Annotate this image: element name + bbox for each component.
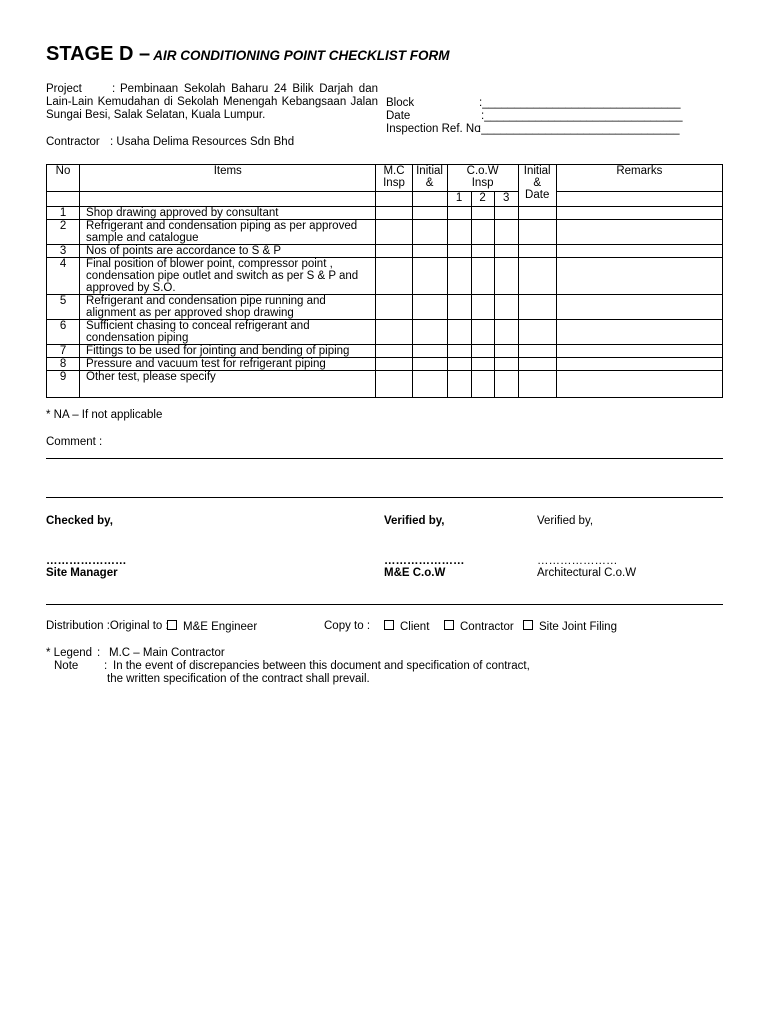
mc-insp-cell[interactable]	[376, 320, 412, 345]
cow-insp-1-cell[interactable]	[447, 345, 471, 358]
row-item: Fittings to be used for jointing and bending of piping	[80, 345, 376, 358]
cow-insp-3-cell[interactable]	[494, 258, 518, 295]
cow-insp-2-cell[interactable]	[471, 345, 494, 358]
cow-insp-1-header: 1	[447, 192, 471, 207]
initial-cell[interactable]	[412, 371, 447, 398]
site-joint-filing-option[interactable]	[523, 620, 617, 634]
cow-insp-1-cell[interactable]	[447, 295, 471, 320]
contractor-value: : Usaha Delima Resources Sdn Bhd	[110, 136, 295, 148]
row-number: 7	[47, 345, 80, 358]
row-item: Other test, please specify	[80, 371, 376, 398]
architectural-cow-label: Architectural C.o.W	[537, 567, 637, 579]
checklist-table	[46, 164, 723, 398]
project-value: Pembinaan Sekolah Baharu 24 Bilik Darjah dan Lain-Lain Kemudahan di Sekolah Menengah Kebangsaan Jalan Sungai Besi, Salak Selatan, Kuala Lumpur.	[46, 83, 378, 121]
legend-value: M.C – Main Contractor	[109, 647, 225, 659]
cow-insp-1-cell[interactable]	[447, 358, 471, 371]
verified-by-label-2: Verified by,	[537, 515, 594, 527]
col-initial-date-header	[518, 165, 556, 207]
initial-label: Initial	[416, 165, 443, 177]
initial-cell[interactable]	[412, 295, 447, 320]
table-row	[47, 207, 723, 220]
cow-insp-3-cell[interactable]	[494, 358, 518, 371]
initial-date-cell[interactable]	[518, 358, 556, 371]
cow-insp-3-cell[interactable]	[494, 345, 518, 358]
na-note: * NA – If not applicable	[46, 409, 163, 421]
cow-insp-3-cell[interactable]	[494, 245, 518, 258]
cow-insp-3-header: 3	[494, 192, 518, 207]
subheader-cell	[80, 192, 376, 207]
row-item: Nos of points are accordance to S & P	[80, 245, 376, 258]
remarks-cell[interactable]	[556, 207, 722, 220]
block-field[interactable]: :_______________________________	[479, 97, 681, 109]
table-row	[47, 371, 723, 398]
cow-insp-1-cell[interactable]	[447, 371, 471, 398]
date-label: Date	[386, 110, 411, 122]
cow-insp-1-cell[interactable]	[447, 207, 471, 220]
inspection-ref-field[interactable]: :_______________________________	[478, 123, 680, 135]
initial-date-cell[interactable]	[518, 220, 556, 245]
legend-label: * Legend	[46, 647, 93, 659]
initial-date-cell[interactable]	[518, 371, 556, 398]
row-number: 6	[47, 320, 80, 345]
row-number: 8	[47, 358, 80, 371]
subheader-cell	[412, 192, 447, 207]
mc-insp-cell[interactable]	[376, 295, 412, 320]
cow-insp-1-cell[interactable]	[447, 245, 471, 258]
table-subheader-row	[47, 192, 723, 207]
initial-cell[interactable]	[412, 220, 447, 245]
form-subtitle: AIR CONDITIONING POINT CHECKLIST FORM	[153, 48, 450, 63]
initial-cell[interactable]	[412, 258, 447, 295]
mc-insp-cell[interactable]	[376, 245, 412, 258]
checklist-rows	[47, 207, 723, 398]
project-sep: :	[112, 83, 116, 95]
table-row	[47, 258, 723, 295]
col-initial-header	[412, 165, 447, 192]
block-label: Block	[386, 97, 415, 109]
contractor-option[interactable]	[444, 620, 514, 634]
mc-insp-cell[interactable]	[376, 371, 412, 398]
cow-insp-2-cell[interactable]	[471, 371, 494, 398]
cow-insp-2-cell[interactable]	[471, 220, 494, 245]
initial-date-cell[interactable]	[518, 320, 556, 345]
initial-cell[interactable]	[412, 358, 447, 371]
row-item: Refrigerant and condensation pipe running and alignment as per approved shop drawing	[80, 295, 376, 320]
initial-date-cell[interactable]	[518, 245, 556, 258]
initial-date-cell[interactable]	[518, 295, 556, 320]
subheader-cell	[556, 192, 722, 207]
remarks-cell[interactable]	[556, 245, 722, 258]
table-row	[47, 295, 723, 320]
table-row	[47, 245, 723, 258]
cow-insp-1-cell[interactable]	[447, 320, 471, 345]
site-manager-label: Site Manager	[46, 567, 118, 579]
note-line-1: In the event of discrepancies between this document and specification of contract,	[113, 660, 530, 672]
cow-insp-2-cell[interactable]	[471, 258, 494, 295]
cow-insp-2-header: 2	[471, 192, 494, 207]
cow-insp-1-cell[interactable]	[447, 220, 471, 245]
comment-label: Comment :	[46, 436, 103, 448]
cow-label: C.o.W	[466, 165, 499, 177]
comment-line-1[interactable]	[46, 458, 723, 459]
remarks-cell[interactable]	[556, 320, 722, 345]
cow-insp-3-cell[interactable]	[494, 295, 518, 320]
row-item: Sufficient chasing to conceal refrigerant and condensation piping	[80, 320, 376, 345]
table-row	[47, 345, 723, 358]
me-engineer-option[interactable]	[167, 620, 257, 634]
cow-insp-3-cell[interactable]	[494, 320, 518, 345]
project-label: Project	[46, 83, 82, 95]
cow-insp-2-cell[interactable]	[471, 295, 494, 320]
initial-b-label: Initial	[523, 165, 551, 177]
checkbox-icon[interactable]	[167, 620, 177, 630]
mc-label: M.C	[383, 165, 405, 177]
col-remarks-header: Remarks	[556, 165, 722, 192]
cow-insp-2-cell[interactable]	[471, 358, 494, 371]
mc-insp-cell[interactable]	[376, 258, 412, 295]
initial-cell[interactable]	[412, 245, 447, 258]
site-joint-filing-label: Site Joint Filing	[539, 621, 617, 633]
note-sep: :	[104, 660, 108, 672]
form-title	[46, 43, 450, 66]
table-row	[47, 320, 723, 345]
mc-insp-label: Insp	[383, 177, 405, 189]
cow-insp-1-cell[interactable]	[447, 258, 471, 295]
copy-to-label: Copy to :	[324, 620, 371, 632]
note-label: Note	[54, 660, 79, 672]
contractor-option-label: Contractor	[460, 621, 514, 633]
cow-insp-label: Insp	[471, 177, 494, 189]
subheader-cell	[47, 192, 80, 207]
client-option[interactable]	[384, 620, 429, 634]
col-no-header: No	[47, 165, 80, 192]
cow-insp-2-cell[interactable]	[471, 207, 494, 220]
initial-date-cell[interactable]	[518, 207, 556, 220]
col-items-header: Items	[80, 165, 376, 192]
remarks-cell[interactable]	[556, 358, 722, 371]
initial-b-date-label: Date	[525, 189, 550, 201]
remarks-cell[interactable]	[556, 220, 722, 245]
row-item: Shop drawing approved by consultant	[80, 207, 376, 220]
row-number: 2	[47, 220, 80, 245]
initial-amp-label: &	[425, 177, 434, 189]
table-row	[47, 358, 723, 371]
col-cow-header	[447, 165, 518, 192]
row-item: Refrigerant and condensation piping as per approved sample and catalogue	[80, 220, 376, 245]
row-number: 3	[47, 245, 80, 258]
row-number: 9	[47, 371, 80, 398]
table-row	[47, 220, 723, 245]
col-mc-header	[376, 165, 412, 192]
verified-by-label-1: Verified by,	[384, 515, 445, 527]
cow-insp-3-cell[interactable]	[494, 371, 518, 398]
subheader-cell	[376, 192, 412, 207]
initial-b-amp-label: &	[533, 177, 542, 189]
mc-insp-cell[interactable]	[376, 220, 412, 245]
mc-insp-cell[interactable]	[376, 207, 412, 220]
checkbox-icon[interactable]	[444, 620, 454, 630]
mc-insp-cell[interactable]	[376, 345, 412, 358]
note-line-2: the written specification of the contract shall prevail.	[107, 673, 370, 685]
mc-insp-cell[interactable]	[376, 358, 412, 371]
cow-insp-2-cell[interactable]	[471, 320, 494, 345]
inspection-ref-label: Inspection Ref. No	[386, 123, 481, 135]
cow-insp-3-cell[interactable]	[494, 207, 518, 220]
cow-insp-3-cell[interactable]	[494, 220, 518, 245]
signature-dots-2[interactable]: …………………	[384, 555, 465, 567]
divider	[46, 604, 723, 605]
row-number: 1	[47, 207, 80, 220]
date-field[interactable]: :_______________________________	[481, 110, 683, 122]
remarks-cell[interactable]	[556, 295, 722, 320]
signature-dots-3[interactable]: …………………	[537, 555, 618, 567]
signature-dots-1[interactable]: …………………	[46, 555, 127, 567]
checkbox-icon[interactable]	[523, 620, 533, 630]
initial-date-cell[interactable]	[518, 258, 556, 295]
remarks-cell[interactable]	[556, 258, 722, 295]
row-number: 5	[47, 295, 80, 320]
row-item: Final position of blower point, compressor point , condensation pipe outlet and switch as per S & P and approved by S.O.	[80, 258, 376, 295]
initial-date-cell[interactable]	[518, 345, 556, 358]
me-cow-label: M&E C.o.W	[384, 567, 446, 579]
checked-by-label: Checked by,	[46, 515, 113, 527]
row-number: 4	[47, 258, 80, 295]
comment-line-2[interactable]	[46, 497, 723, 498]
initial-cell[interactable]	[412, 207, 447, 220]
remarks-cell[interactable]	[556, 371, 722, 398]
table-header-row	[47, 165, 723, 192]
initial-cell[interactable]	[412, 320, 447, 345]
contractor-label: Contractor	[46, 136, 100, 148]
row-item: Pressure and vacuum test for refrigerant piping	[80, 358, 376, 371]
distribution-label: Distribution :Original to :	[46, 620, 169, 632]
remarks-cell[interactable]	[556, 345, 722, 358]
stage-label: STAGE D –	[46, 43, 151, 65]
cow-insp-2-cell[interactable]	[471, 245, 494, 258]
me-engineer-label: M&E Engineer	[183, 621, 258, 633]
legend-sep: :	[97, 647, 101, 659]
client-label: Client	[400, 621, 430, 633]
initial-cell[interactable]	[412, 345, 447, 358]
checkbox-icon[interactable]	[384, 620, 394, 630]
